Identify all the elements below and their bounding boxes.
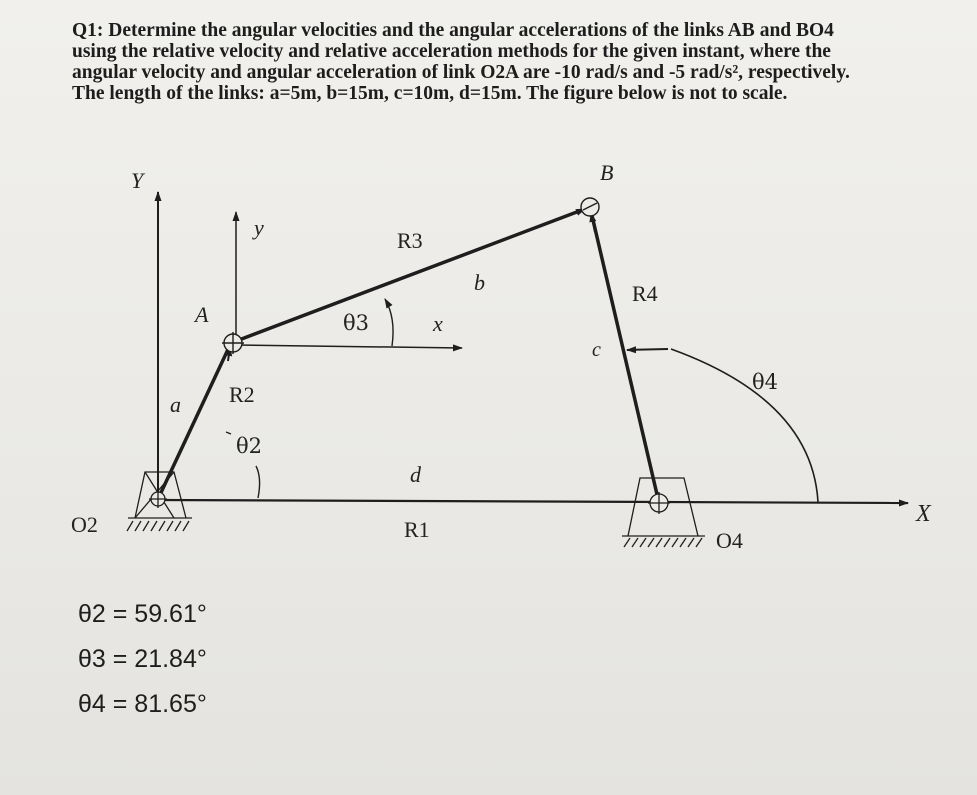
local-x-label: x [433, 311, 443, 336]
theta4-arrow [627, 349, 668, 350]
joint-b [581, 198, 599, 216]
question-line: Q1: Determine the angular velocities and the angular accelerations of the links AB and BO4 [72, 20, 834, 41]
point-a-label: A [195, 302, 209, 327]
question-line: angular velocity and angular acceleration of link O2A are -10 rad/s and -5 rad/s², respectively. [72, 62, 850, 83]
question-line: The length of the links: a=5m, b=15m, c=10m, d=15m. The figure below is not to scale. [72, 83, 788, 104]
link-b-label: b [474, 270, 485, 295]
o4-label: O4 [716, 528, 743, 553]
link-d-label: d [410, 462, 421, 487]
angle-values [78, 592, 207, 727]
theta2-label: θ2 [236, 434, 263, 458]
link-a-label: a [170, 392, 181, 417]
y-axis-label: Y [131, 168, 144, 193]
ground-support-o4 [622, 478, 705, 547]
theta4-arc [671, 349, 818, 502]
r1-label: R1 [404, 517, 430, 542]
ground-support-o2 [127, 472, 192, 531]
joint-a [222, 332, 244, 354]
theta4-value: θ4 = 81.65° [78, 690, 207, 718]
o2-label: O2 [71, 512, 98, 537]
theta3-value: θ3 = 21.84° [78, 645, 207, 673]
point-b-label: B [600, 160, 614, 185]
theta4-label: θ4 [752, 370, 779, 394]
theta2-arc [256, 466, 260, 498]
link-a [158, 343, 231, 499]
local-x-axis [236, 345, 462, 348]
r4-label: R4 [632, 281, 658, 306]
link-c-label: c [592, 339, 601, 361]
theta3-label: θ3 [343, 311, 370, 335]
question-line: using the relative velocity and relative acceleration methods for the given instant, where the [72, 41, 831, 62]
x-axis-line [158, 500, 908, 503]
theta3-arc [385, 299, 393, 346]
theta2-tick [226, 432, 231, 434]
theta2-value: θ2 = 59.61° [78, 600, 207, 628]
r3-label: R3 [397, 228, 423, 253]
x-axis-label: X [916, 501, 931, 527]
local-y-label: y [254, 215, 264, 240]
r2-label: R2 [229, 382, 255, 407]
